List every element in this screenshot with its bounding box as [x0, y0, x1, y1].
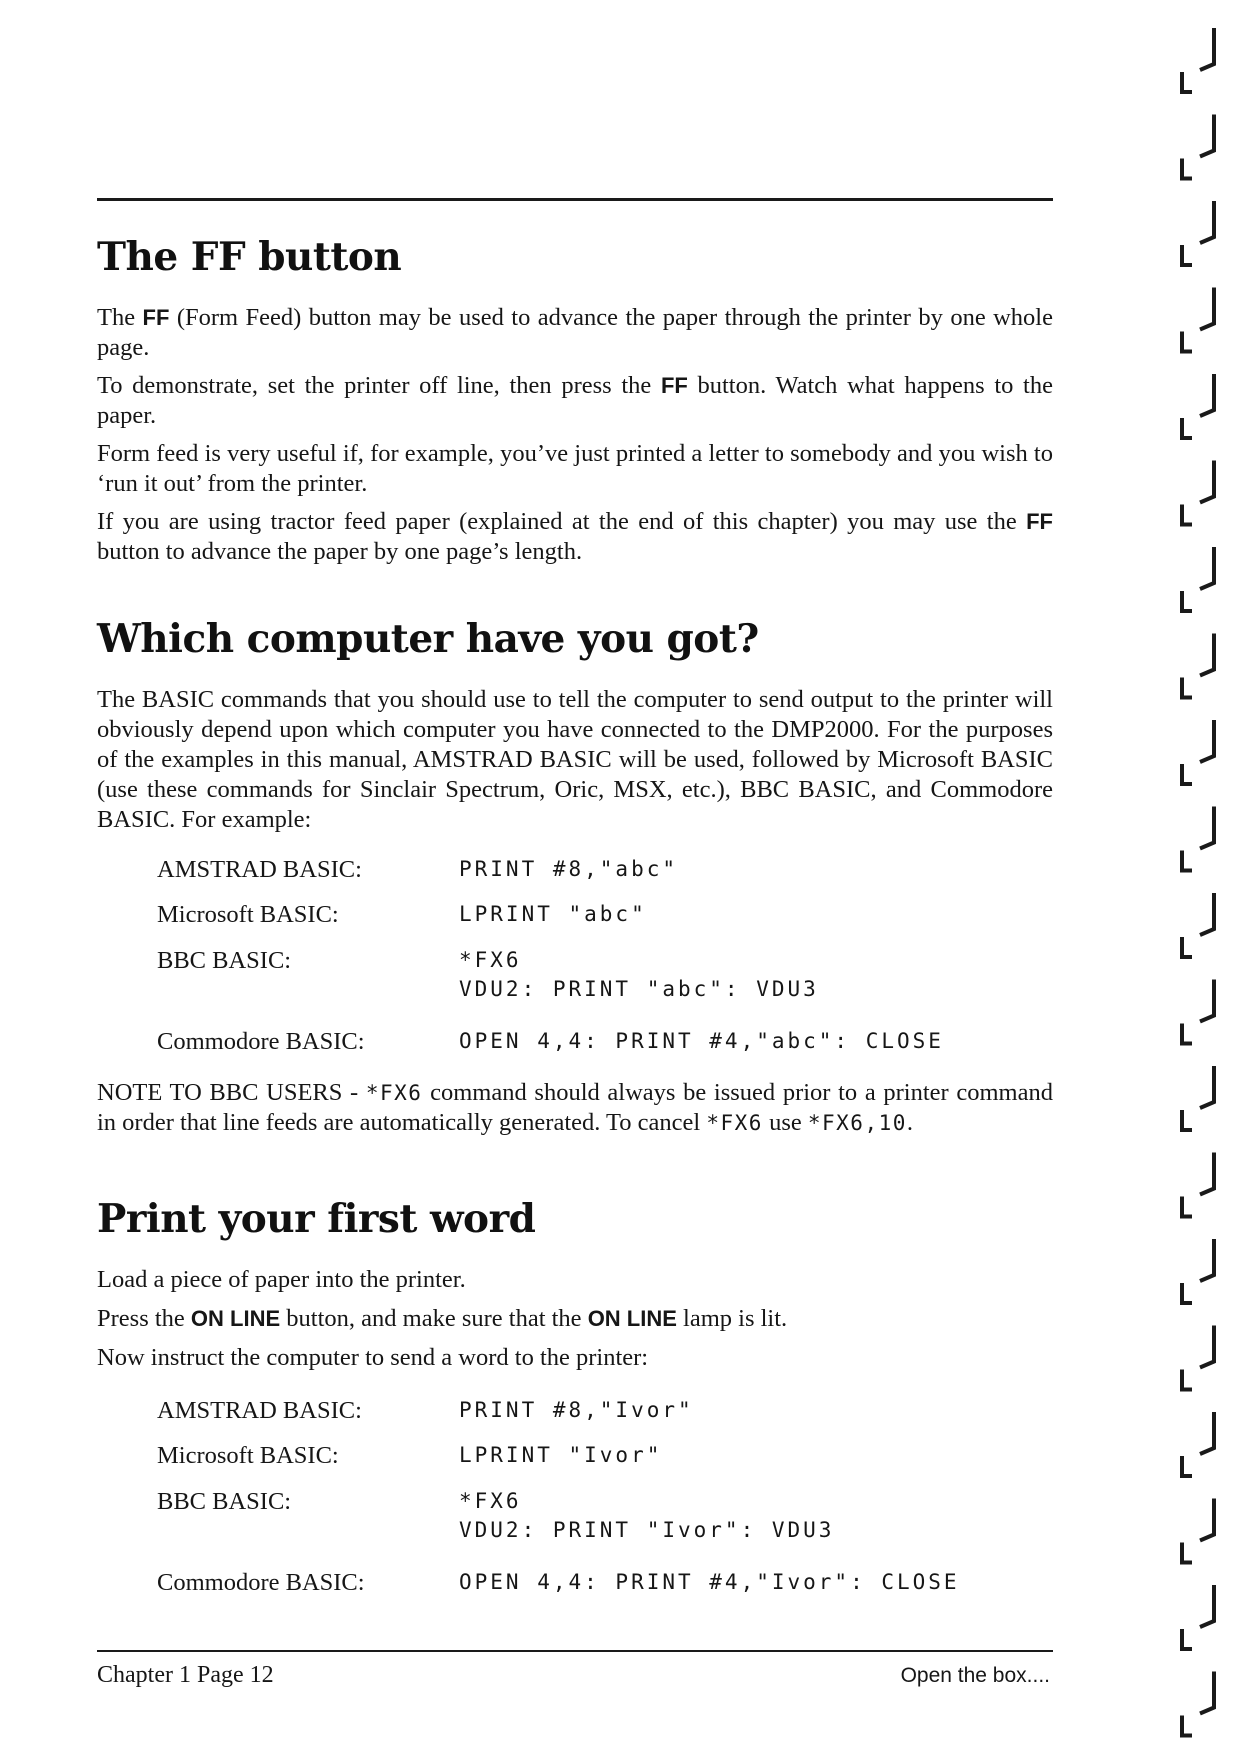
- code-line: LPRINT "Ivor": [459, 1443, 663, 1467]
- command-code: [459, 900, 647, 929]
- command-code: [459, 946, 819, 1004]
- code-line: OPEN 4,4: PRINT #4,"abc": CLOSE: [459, 1029, 944, 1053]
- heading-which-computer: Which computer have you got?: [97, 616, 759, 662]
- command-row-microsoft: [157, 1441, 960, 1487]
- code-line: *FX6: [459, 1489, 522, 1513]
- command-code: [459, 855, 678, 884]
- button-name: ON LINE: [587, 1306, 677, 1331]
- binding-mark: [1182, 374, 1214, 438]
- binding-mark: [1182, 201, 1214, 265]
- binding-mark: [1182, 634, 1214, 698]
- heading-print-first-word: Print your first word: [97, 1196, 536, 1242]
- binding-mark: [1182, 461, 1214, 525]
- command-row-amstrad: [157, 1396, 960, 1441]
- paragraph: Load a piece of paper into the printer.: [97, 1266, 466, 1293]
- ff-button-text: [97, 303, 1053, 575]
- binding-mark: [1182, 28, 1214, 92]
- button-name: ON LINE: [190, 1306, 281, 1331]
- command-code: [459, 1396, 694, 1425]
- binding-mark: [1182, 1412, 1214, 1476]
- binding-mark: [1182, 1672, 1214, 1736]
- footer-page-label: Chapter 1 Page 12: [97, 1662, 274, 1688]
- inline-command: *FX6: [706, 1111, 763, 1135]
- paragraph: Now instruct the computer to send a word to the printer:: [97, 1344, 649, 1371]
- paragraph: The BASIC commands that you should use to tell the computer to send output to the printer will obviously depend upon which computer you have connected to the DMP2000. For the purposes of the examples in this manual, AMSTRAD BASIC will be used, followed by Microsoft BASIC (use these commands for Sinclair Spectrum, Oric, MSX, etc.), BBC BASIC, and Commodore BASIC. For example:: [97, 686, 1053, 833]
- paragraph: If you are using tractor feed paper (explained at the end of this chapter) you may use the FF button to advance the paper by one page’s length.: [97, 508, 1053, 565]
- binding-mark: [1182, 288, 1214, 352]
- binding-mark: [1182, 1585, 1214, 1649]
- command-label: Commodore BASIC:: [157, 1569, 365, 1596]
- command-label: AMSTRAD BASIC:: [157, 1397, 362, 1424]
- binding-mark: [1182, 1066, 1214, 1130]
- inline-command: *FX6,10: [807, 1111, 907, 1135]
- command-row-bbc: [157, 946, 944, 1027]
- code-line: VDU2: PRINT "Ivor": VDU3: [459, 1518, 835, 1542]
- paragraph: To demonstrate, set the printer off line, then press the FF button. Watch what happens to the paper.: [97, 372, 1053, 429]
- inline-command: *FX6: [365, 1081, 423, 1105]
- command-code: [459, 1487, 834, 1545]
- binding-mark: [1182, 1326, 1214, 1390]
- bottom-rule: [97, 1650, 1053, 1652]
- command-label: BBC BASIC:: [157, 1488, 292, 1515]
- command-code: [459, 1568, 960, 1597]
- binding-mark: [1182, 893, 1214, 957]
- bbc-note: [97, 1078, 1053, 1146]
- ivor-command-table: [157, 1396, 960, 1612]
- button-name: FF: [1026, 509, 1053, 534]
- binding-mark: [1182, 1499, 1214, 1563]
- paragraph: Form feed is very useful if, for example, you’ve just printed a letter to somebody and you wish to ‘run it out’ from the printer.: [97, 440, 1053, 497]
- command-code: [459, 1027, 944, 1056]
- heading-ff-button: The FF button: [97, 234, 402, 280]
- footer-chapter-title: Open the box....: [900, 1664, 1050, 1687]
- command-code: [459, 1441, 662, 1470]
- print-first-word-text: [97, 1265, 1053, 1382]
- code-line: *FX6: [459, 948, 522, 972]
- binding-mark: [1182, 1239, 1214, 1303]
- code-line: OPEN 4,4: PRINT #4,"Ivor": CLOSE: [459, 1570, 960, 1594]
- paragraph: Press the ON LINE button, and make sure that the ON LINE lamp is lit.: [97, 1305, 788, 1332]
- code-line: VDU2: PRINT "abc": VDU3: [459, 977, 819, 1001]
- command-label: Commodore BASIC:: [157, 1028, 365, 1055]
- command-row-commodore: [157, 1568, 960, 1612]
- command-row-microsoft: [157, 900, 944, 946]
- command-label: Microsoft BASIC:: [157, 1442, 339, 1469]
- binding-holes: [1178, 0, 1240, 1755]
- binding-mark: [1182, 115, 1214, 179]
- code-line: PRINT #8,"abc": [459, 857, 679, 881]
- binding-mark: [1182, 720, 1214, 784]
- which-computer-text: [97, 685, 1053, 843]
- binding-mark: [1182, 980, 1214, 1044]
- button-name: FF: [660, 373, 688, 398]
- command-label: Microsoft BASIC:: [157, 901, 339, 928]
- command-row-bbc: [157, 1487, 960, 1568]
- button-name: FF: [142, 305, 170, 330]
- top-rule: [97, 198, 1053, 201]
- binding-mark: [1182, 547, 1214, 611]
- command-label: AMSTRAD BASIC:: [157, 856, 362, 883]
- paragraph: The FF (Form Feed) button may be used to advance the paper through the printer by one whole page.: [97, 304, 1053, 361]
- code-line: PRINT #8,"Ivor": [459, 1398, 694, 1422]
- binding-mark: [1182, 807, 1214, 871]
- note-paragraph: NOTE TO BBC USERS - *FX6 command should always be issued prior to a printer command in order that line feeds are automatically generated. To cancel *FX6 use *FX6,10.: [97, 1079, 1053, 1136]
- abc-command-table: [157, 855, 944, 1071]
- command-label: BBC BASIC:: [157, 947, 292, 974]
- command-row-amstrad: [157, 855, 944, 900]
- command-row-commodore: [157, 1027, 944, 1071]
- binding-mark: [1182, 1153, 1214, 1217]
- code-line: LPRINT "abc": [459, 902, 647, 926]
